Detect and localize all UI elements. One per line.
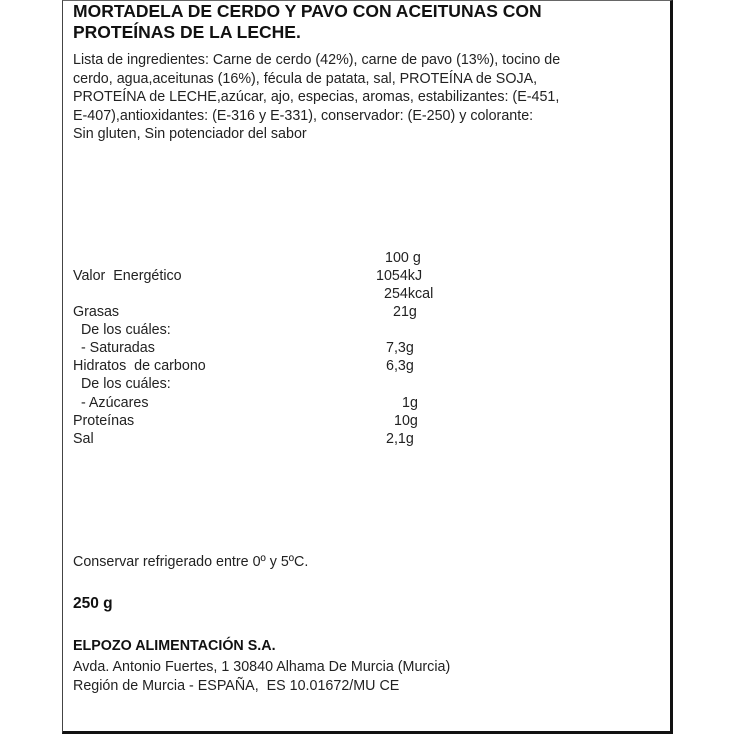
nutrient-value: 6,3g [386, 358, 414, 374]
nutrition-row-fat [73, 303, 433, 321]
ingredients-list [73, 51, 560, 144]
nutrition-header-row [73, 249, 433, 267]
allergen-note: Sin gluten, Sin potenciador del sabor [73, 126, 307, 142]
nutrition-row-carbohydrates [73, 357, 433, 375]
nutrient-value: 1g [402, 395, 418, 411]
nutrient-label: Hidratos de carbono [73, 358, 206, 374]
nutrition-row-carbs-of-which [73, 375, 433, 393]
address-line-1: Avda. Antonio Fuertes, 1 30840 Alhama De Murcia (Murcia) [73, 659, 451, 675]
nutrient-value: 254kcal [384, 286, 434, 302]
nutrition-row-salt [73, 430, 433, 448]
nutrition-header-per-100g: 100 g [385, 250, 421, 266]
nutrition-row-saturated [73, 339, 433, 357]
manufacturer-name: ELPOZO ALIMENTACIÓN S.A. [73, 638, 276, 654]
nutrient-value: 10g [394, 413, 418, 429]
nutrient-value: 2,1g [386, 431, 414, 447]
nutrient-label: De los cuáles: [73, 322, 171, 338]
product-title [73, 1, 542, 43]
nutrient-label: Valor Energético [73, 268, 182, 284]
ingredients-line-2: cerdo, agua,aceitunas (16%), fécula de patata, sal, PROTEÍNA de SOJA, [73, 70, 538, 87]
nutrient-label: Proteínas [73, 413, 135, 429]
address-line-2: Región de Murcia - ESPAÑA, ES 10.01672/MU CE [73, 678, 400, 694]
nutrition-row-energy-kcal [73, 285, 433, 303]
product-title-line-2: PROTEÍNAS DE LA LECHE. [73, 22, 301, 42]
nutrition-row-fat-of-which [73, 321, 433, 339]
ingredients-line-1: Lista de ingredientes: Carne de cerdo (42%), carne de pavo (13%), tocino de [73, 52, 561, 68]
product-title-line-1: MORTADELA DE CERDO Y PAVO CON ACEITUNAS CON [73, 1, 542, 21]
nutrition-row-protein [73, 412, 433, 430]
ingredients-line-3: PROTEÍNA de LECHE,azúcar, ajo, especias, aromas, estabilizantes: (E-451, [73, 89, 560, 105]
manufacturer-address [73, 658, 450, 696]
nutrient-label: Grasas [73, 304, 120, 320]
nutrient-value: 7,3g [386, 340, 414, 356]
nutrition-row-energy-kj [73, 267, 433, 285]
nutrition-row-sugars [73, 394, 433, 412]
nutrient-label: Sal [73, 431, 94, 447]
nutrient-label: - Saturadas [73, 340, 155, 356]
nutrient-value: 1054kJ [376, 268, 423, 284]
nutrient-label: - Azúcares [73, 395, 149, 411]
nutrient-label: De los cuáles: [73, 376, 171, 392]
storage-instructions: Conservar refrigerado entre 0º y 5ºC. [73, 554, 309, 570]
nutrient-value: 21g [393, 304, 417, 320]
net-weight: 250 g [73, 595, 113, 612]
ingredients-line-4: E-407),antioxidantes: (E-316 y E-331), conservador: (E-250) y colorante: [73, 107, 534, 124]
